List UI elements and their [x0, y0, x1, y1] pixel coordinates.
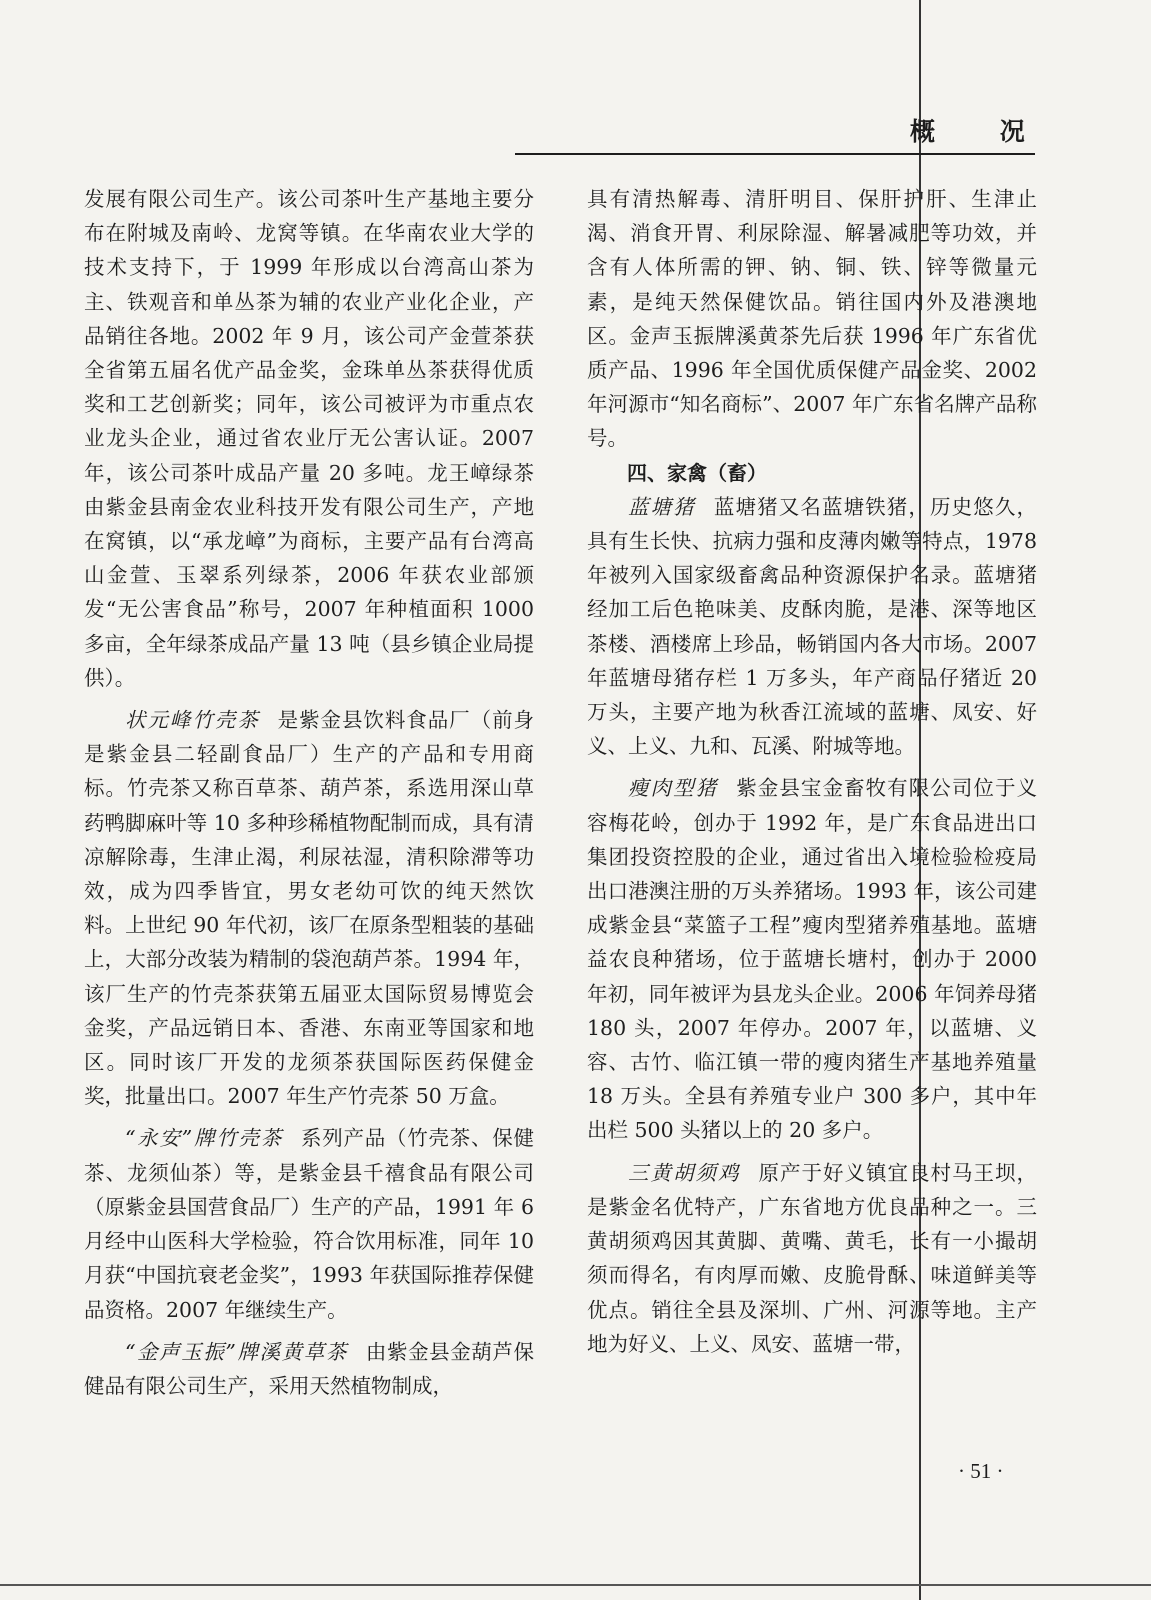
- paragraph: [84, 1335, 534, 1403]
- scan-bottom-edge: [0, 1584, 1151, 1586]
- right-column: [587, 182, 1037, 1361]
- entry-text: 是紫金县饮料食品厂（前身是紫金县二轻副食品厂）生产的产品和专用商标。竹壳茶又称百草茶、葫芦茶，系选用深山草药鸭脚麻叶等 10 多种珍稀植物配制而成，具有清凉解除毒，生津止渴，利尿祛湿，清积除滞等功效，成为四季皆宜，男女老幼可饮的纯天然饮料。上世纪 90 年代初，该厂在原条型粗装的基础上，大部分改装为精制的袋泡葫芦茶。1994 年，该厂生产的竹壳茶获第五届亚太国际贸易博览会金奖，产品远销日本、香港、东南亚等国家和地区。同时该厂开发的龙须茶获国际医药保健金奖，批量出口。2007 年生产竹壳茶 50 万盒。: [84, 708, 535, 1109]
- paragraph: [84, 703, 534, 1113]
- paragraph: [587, 1156, 1037, 1361]
- section-heading: 四、家禽（畜）: [627, 460, 767, 485]
- entry-text: 紫金县宝金畜牧有限公司位于义容梅花岭，创办于 1992 年，是广东食品进出口集团投资控股的企业，通过省出入境检验检疫局出口港澳注册的万头养猪场。1993 年，该公司建成紫金县“菜篮子工程”瘦肉型猪养殖基地。蓝塘益农良种猪场，位于蓝塘长塘村，创办于 2000 年初，同年被评为县龙头企业。2006 年饲养母猪 180 头，2007 年停办。2007 年，以蓝塘、义容、古竹、临江镇一带的瘦肉猪生产基地养殖量 18 万头。全县有养殖专业户 300 多户，其中年出栏 500 头猪以上的 20 多户。: [587, 776, 1038, 1143]
- entry-term: “金声玉振”牌溪黄草茶: [125, 1339, 348, 1364]
- entry-text: 系列产品（竹壳茶、保健茶、龙须仙茶）等，是紫金县千禧食品有限公司（原紫金县国营食品厂）生产的产品，1991 年 6 月经中山医科大学检验，符合饮用标准，同年 10 月获“中国抗衰老金奖”，1993 年获国际推荐保健品资格。2007 年继续生产。: [84, 1126, 535, 1322]
- paragraph: 发展有限公司生产。该公司茶叶生产基地主要分布在附城及南岭、龙窝等镇。在华南农业大学的技术支持下，于 1999 年形成以台湾高山茶为主、铁观音和单丛茶为辅的农业产业化企业，产品销往各地。2002 年 9 月，该公司产金萱茶获全省第五届名优产品金奖，金珠单丛茶获得优质奖和工艺创新奖；同年，该公司被评为市重点农业龙头企业，通过省农业厅无公害认证。2007 年，该公司茶叶成品产量 20 多吨。龙王嶂绿茶 由紫金县南金农业科技开发有限公司生产，产地在窝镇，以“承龙嶂”为商标，主要产品有台湾高山金萱、玉翠系列绿茶，2006 年获农业部颁发“无公害食品”称号，2007 年种植面积 1000 多亩，全年绿茶成品产量 13 吨（县乡镇企业局提供）。: [84, 187, 534, 690]
- entry-term: 瘦肉型猪: [628, 776, 719, 801]
- paragraph: [587, 771, 1037, 1147]
- entry-term: 三黄胡须鸡: [628, 1160, 741, 1185]
- entry-term: 状元峰竹壳茶: [125, 708, 260, 733]
- entry-text: 原产于好义镇宜良村马王坝，是紫金名优特产，广东省地方优良品种之一。三黄胡须鸡因其黄脚、黄嘴、黄毛，长有一小撮胡须而得名，有肉厚而嫩、皮脆骨酥、味道鲜美等优点。销往全县及深圳、广州、河源等地。主产地为好义、上义、凤安、蓝塘一带，: [587, 1160, 1037, 1356]
- entry-term: 蓝塘猪: [628, 494, 696, 519]
- left-column: [84, 182, 534, 1403]
- entry-text: 由紫金县金葫芦保健品有限公司生产，采用天然植物制成，: [84, 1339, 535, 1398]
- running-header-title: 概 况: [910, 117, 1053, 146]
- paragraph: [587, 490, 1037, 764]
- entry-text: 蓝塘猪又名蓝塘铁猪，历史悠久，具有生长快、抗病力强和皮薄肉嫩等特点，1978 年被列入国家级畜禽品种资源保护名录。蓝塘猪经加工后色艳味美、皮酥肉脆，是港、深等地区茶楼、酒楼席上珍品，畅销国内各大市场。2007 年蓝塘母猪存栏 1 万多头，年产商品仔猪近 20 万头，主要产地为秋香江流域的蓝塘、凤安、好义、上义、九和、瓦溪、附城等地。: [587, 494, 1038, 759]
- paragraph: 具有清热解毒、清肝明目、保肝护肝、生津止渴、消食开胃、利尿除湿、解暑减肥等功效，并含有人体所需的钾、钠、铜、铁、锌等微量元素，是纯天然保健饮品。销往国内外及港澳地区。金声玉振牌溪黄茶先后获 1996 年广东省优质产品、1996 年全国优质保健产品金奖、2002 年河源市“知名商标”、2007 年广东省名牌产品称号。: [587, 187, 1037, 451]
- page-number: · 51 ·: [958, 1459, 1004, 1483]
- header-rule: [515, 153, 1035, 155]
- paragraph: [84, 1121, 534, 1326]
- entry-term: “永安”牌竹壳茶: [125, 1126, 283, 1151]
